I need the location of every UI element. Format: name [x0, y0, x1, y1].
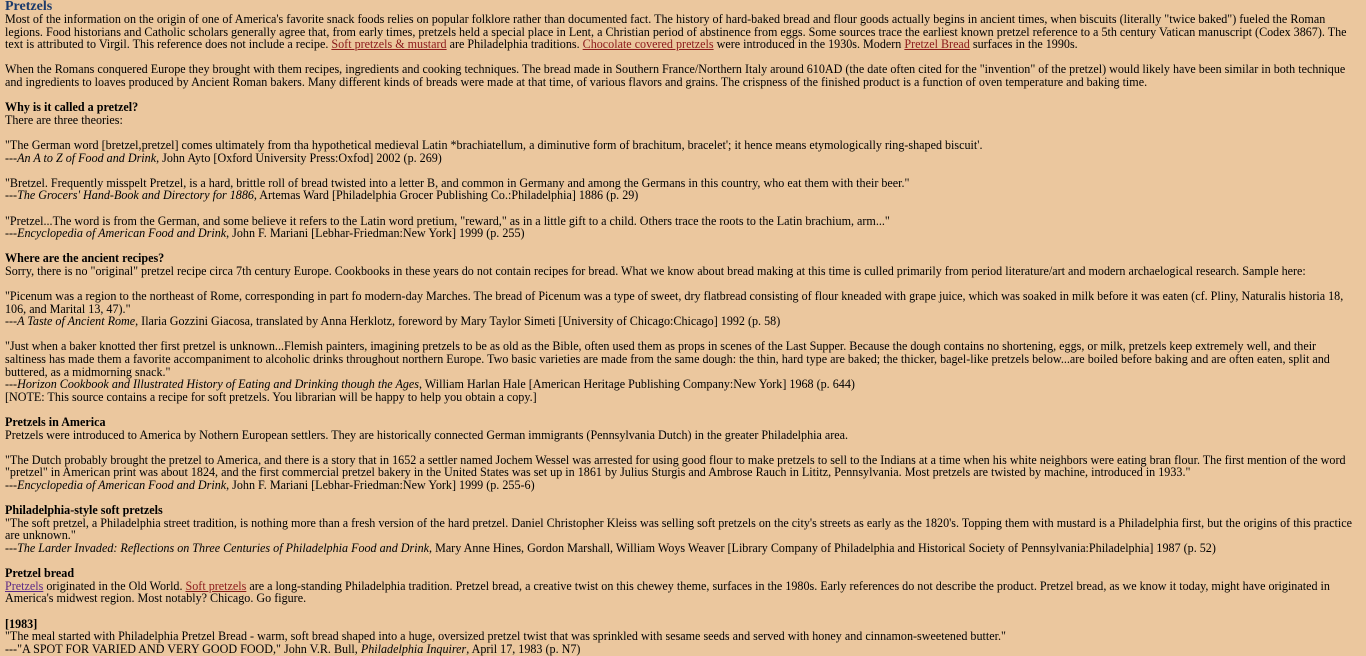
citation-details: , Ilaria Gozzini Giacosa, translated by Anna Herklotz, foreword by Mary Taylor Simeti [University of Chicago:Chicago] 1992 (p. 58) — [135, 314, 781, 329]
section-heading: [1983] — [5, 616, 38, 631]
quote-text: "The German word [bretzel,pretzel] comes ultimately from tha hypothetical medieval Latin *brachiatellum, a diminutive form of brachitum, bracelet'; it hence means etymologically ring-shaped biscuit'. — [5, 137, 983, 152]
chocolate-covered-pretzels-link[interactable]: Chocolate covered pretzels — [582, 37, 714, 52]
citation-title: The Grocers' Hand-Book and Directory for 1886 — [17, 188, 254, 203]
citation-prefix: --- — [5, 314, 18, 329]
soft-pretzels-mustard-link[interactable]: Soft pretzels & mustard — [331, 37, 447, 52]
source-note: [NOTE: This source contains a recipe for soft pretzels. You librarian will be happy to help you obtain a copy.] — [5, 389, 537, 404]
quote-block — [5, 215, 1360, 240]
section-heading: Where are the ancient recipes? — [5, 251, 165, 266]
citation-details: , John F. Mariani [Lebhar-Friedman:New York] 1999 (p. 255-6) — [226, 477, 535, 492]
section-heading: Why is it called a pretzel? — [5, 100, 139, 115]
quote-text: "Picenum was a region to the northeast of Rome, corresponding in part fo modern-day Marches. The bread of Picenum was a type of sweet, dry flatbread consisting of flour kneaded with grape juice, which was soaked in milk before it was eaten (cf. Pliny, Naturalis historia 18, 106, and Marital 13, 47)." — [5, 289, 1344, 316]
intro-text: were introduced in the 1930s. Modern — [713, 37, 905, 52]
soft-pretzels-link[interactable]: Soft pretzels — [185, 578, 247, 593]
citation-title: The Larder Invaded: Reflections on Three Centuries of Philadelphia Food and Drink — [17, 540, 430, 555]
citation-details: , William Harlan Hale [American Heritage Publishing Company:New York] 1968 (p. 644) — [418, 377, 855, 392]
section-heading: Pretzel bread — [5, 566, 75, 581]
quote-text: "Pretzel...The word is from the German, and some believe it refers to the Latin word pretium, "reward," as in a little gift to a child. Others trace the roots to the Latin brachium, arm..." — [5, 213, 890, 228]
why-section — [5, 101, 1360, 126]
pretzel-bread-link[interactable]: Pretzel Bread — [904, 37, 970, 52]
quote-block — [5, 454, 1360, 492]
intro-text: surfaces in the 1990s. — [969, 37, 1078, 52]
quote-block — [5, 340, 1360, 403]
citation-prefix: --- — [5, 188, 18, 203]
intro-text: are Philadelphia traditions. — [446, 37, 583, 52]
quote-text: "The soft pretzel, a Philadelphia street tradition, is nothing more than a fresh version of the hard pretzel. Daniel Christopher Kleiss was selling soft pretzels on the city's streets as early as the 1820's. Topping them with mustard is a Philadelphia first, but the origins of this practice are unknown." — [5, 515, 1352, 543]
bread-section — [5, 567, 1360, 605]
section-heading: Philadelphia-style soft pretzels — [5, 503, 163, 518]
section-text: are a long-standing Philadelphia tradition. Pretzel bread, a creative twist on this chewey theme, surfaces in the 1980s. Early references do not describe the product. Pretzel bread, as we know it today, might have originated in America's midwest region. Most notably? Chicago. Go figure. — [5, 578, 1330, 606]
citation-prefix: ---"A SPOT FOR VARIED AND VERY GOOD FOOD," John V.R. Bull, — [5, 641, 361, 656]
citation-details: , April 17, 1983 (p. N7) — [466, 641, 581, 656]
section-text: There are three theories: — [5, 112, 123, 127]
citation-title: A Taste of Ancient Rome — [17, 314, 136, 329]
citation-prefix: --- — [5, 150, 18, 165]
citation-details: , Artemas Ward [Philadelphia Grocer Publishing Co.:Philadelphia] 1886 (p. 29) — [253, 188, 639, 203]
quote-text: "The meal started with Philadelphia Pretzel Bread - warm, soft bread shaped into a huge, oversized pretzel twist that was sprinkled with sesame seeds and served with honey and cinnamon-sweetened butter." — [5, 629, 1006, 644]
citation-details: , John Ayto [Oxford University Press:Oxfod] 2002 (p. 269) — [156, 150, 442, 165]
section-text: Sorry, there is no "original" pretzel recipe circa 7th century Europe. Cookbooks in these years do not contain recipes for bread. What we know about bread making at this time is culled primarily from period literature/art and modern archaelogical research. Sample here: — [5, 263, 1306, 278]
citation-title: Encyclopedia of American Food and Drink — [17, 226, 227, 241]
pretzels-link[interactable]: Pretzels — [5, 578, 44, 593]
citation-title: Philadelphia Inquirer — [360, 641, 467, 656]
section-text: originated in the Old World. — [43, 578, 186, 593]
citation-details: , John F. Mariani [Lebhar-Friedman:New York] 1999 (p. 255) — [226, 226, 525, 241]
citation-prefix: --- — [5, 477, 18, 492]
quote-block — [5, 139, 1360, 164]
philly-section — [5, 504, 1360, 554]
section-heading: Pretzels in America — [5, 415, 106, 429]
citation-title: Encyclopedia of American Food and Drink — [17, 477, 227, 492]
quote-text: "Just when a baker knotted ther first pretzel is unknown...Flemish painters, imagining pretzels to be as old as the Bible, often used them as props in scenes of the Last Supper. Because the dough contains no shortening, eggs, or milk, pretzels keep extremely well, and their saltiness has made them a favorite accompaniment to alcoholic drinks throughout northern Europe. Two basic varieties are made from the same dough: the thin, hard type are baked; the thicker, bagel-like pretzels below...are boiled before baking and are often eaten, split and buttered, as a midmorning snack." — [5, 339, 1330, 379]
citation-title: Horizon Cookbook and Illustrated History of Eating and Drinking though the Ages — [17, 377, 419, 392]
citation-prefix: --- — [5, 377, 18, 392]
intro-paragraph — [5, 13, 1360, 51]
intro-text: Most of the information on the origin of one of America's favorite snack foods relies on popular folklore rather than documented fact. The history of hard-baked bread and flour goods actually begins in ancient times, when biscuits (literally "twice baked") fueled the Roman legions. Food historians and Catholic scholars generally agree that, from early times, pretzels held a special place in Lent, a Christian period of abstinence from eggs. Some sources trace the earliest known pretzel reference to a 5th century Vatican manuscript (Codex 3867). The text is attributed to Virgil. This reference does not include a recipe. — [5, 12, 1347, 52]
section-text: Pretzels were introduced to America by Nothern European settlers. They are historically connected German immigrants (Pennsylvania Dutch) in the greater Philadelphia area. — [5, 427, 849, 442]
citation-prefix: --- — [5, 540, 18, 555]
citation-prefix: --- — [5, 226, 18, 241]
america-section — [5, 416, 1360, 441]
citation-details: , Mary Anne Hines, Gordon Marshall, William Woys Weaver [Library Company of Philadelphia and Historical Society of Pennsylvania:Philadelphia] 1987 (p. 52) — [429, 540, 1216, 555]
page-title: Pretzels — [5, 0, 53, 14]
citation-title: An A to Z of Food and Drink — [17, 150, 157, 165]
year-1983-section — [5, 618, 1360, 656]
romans-paragraph: When the Romans conquered Europe they brought with them recipes, ingredients and cooking techniques. The bread made in Southern France/Northern Italy around 610AD (the date often cited for the "invention" of the pretzel) would likely have been similar in both technique and ingredients to loaves produced by Ancient Roman bakers. Many different kinds of breads were made at that time, of various flavors and grains. The crispness of the finished product is a function of oven temperature and baking time. — [5, 62, 1346, 89]
ancient-section — [5, 252, 1360, 277]
quote-text: "Bretzel. Frequently misspelt Pretzel, is a hard, brittle roll of bread twisted into a letter B, and common in Germany and among the Germans in this country, who eat them with their beer." — [5, 175, 910, 190]
quote-block — [5, 290, 1360, 328]
quote-text: "The Dutch probably brought the pretzel to America, and there is a story that in 1652 a settler named Jochem Wessel was arrested for using good flour to make pretzels to sell to the Indians at a time when his white neighbors were eating bran flour. The first mention of the word "pretzel" in American print was about 1824, and the first commercial pretzel bakery in the United States was set up in 1861 by Julius Sturgis and Ambrose Rauch in Lititz, Pennsylvania. Most pretzels are twisted by machine, introduced in 1933." — [5, 452, 1346, 480]
quote-block — [5, 177, 1360, 202]
